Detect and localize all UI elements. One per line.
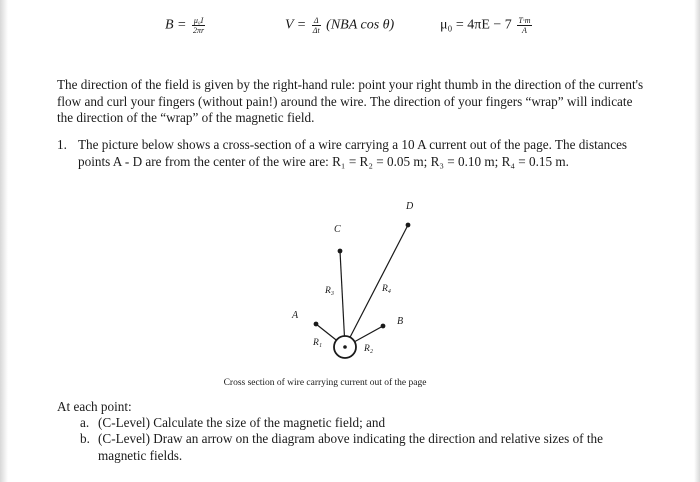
- point-c-label: C: [334, 224, 341, 235]
- point-a-dot: [314, 322, 319, 327]
- formula-emf-numerator: Δ: [312, 16, 321, 26]
- question-1-number: 1.: [57, 137, 67, 152]
- wire-current-dot: [343, 345, 347, 349]
- formula-field-denominator: 2πr: [193, 26, 205, 35]
- formula-emf: [285, 16, 394, 35]
- list-item-b-label: b.: [80, 431, 90, 446]
- formula-field-fraction: [192, 16, 205, 35]
- formula-magnetic-field: [165, 16, 207, 35]
- list-item-a-text: (C-Level) Calculate the size of the magnetic field; and: [98, 415, 386, 430]
- question-1: [57, 137, 647, 170]
- point-a-label: A: [292, 310, 299, 321]
- formula-mu0-units: [517, 16, 531, 35]
- radius-label-r2: R₂: [364, 344, 374, 354]
- formula-mu0-numerator: T·m: [518, 16, 531, 25]
- point-d-label: D: [406, 201, 414, 212]
- formula-emf-denominator: Δt: [312, 26, 320, 35]
- formula-row: [0, 16, 700, 46]
- point-b-label: B: [397, 316, 404, 327]
- question-1-text: The picture below shows a cross-section of a wire carrying a 10 A current out of the page. The distances points A - D are from the center of the wire are: R₁ = R₂ = 0.05 m; R₃ = 0.10 m; R₄ = 0.15 m.: [78, 137, 628, 169]
- formula-field-lhs: B =: [165, 17, 187, 33]
- diagram-caption: Cross section of wire carrying current out of the page: [223, 378, 427, 388]
- radius-line-r4: [345, 225, 408, 347]
- point-c-dot: [338, 249, 343, 254]
- list-item-a-label: a.: [80, 415, 90, 430]
- right-hand-rule-paragraph: The direction of the field is given by the right-hand rule: point your right thumb in the direction of the current's flow and curl your fingers (without pain!) around the wire. The direction of your fingers “wrap” will indicate the direction of the “wrap” of the magnetic field.: [57, 77, 644, 125]
- point-d-dot: [406, 223, 411, 228]
- page-edge-shadow-right: [694, 0, 700, 482]
- radius-line-r3: [340, 251, 345, 347]
- at-each-point-heading: At each point:: [57, 399, 132, 414]
- formula-mu0: [440, 16, 534, 35]
- formula-emf-lhs: V =: [285, 17, 307, 33]
- list-item-a: [80, 415, 640, 432]
- wire-cross-section-diagram: [280, 195, 430, 370]
- radius-label-r4: R₄: [382, 284, 392, 294]
- formula-emf-rhs: (NBA cos θ): [326, 17, 395, 33]
- radius-label-r3: R₃: [325, 286, 335, 296]
- list-item-b-text: (C-Level) Draw an arrow on the diagram above indicating the direction and relative sizes of the magnetic fields.: [98, 431, 603, 463]
- formula-emf-fraction: [312, 16, 321, 35]
- radius-label-r1: R₁: [313, 338, 323, 348]
- formula-mu0-denominator: A: [521, 26, 527, 35]
- list-item-b: [80, 431, 640, 464]
- formula-field-numerator: μ₀I: [193, 16, 204, 25]
- point-b-dot: [381, 324, 386, 329]
- page-edge-shadow-left: [0, 0, 8, 482]
- formula-mu0-lhs: μ₀ = 4πE − 7: [440, 17, 512, 33]
